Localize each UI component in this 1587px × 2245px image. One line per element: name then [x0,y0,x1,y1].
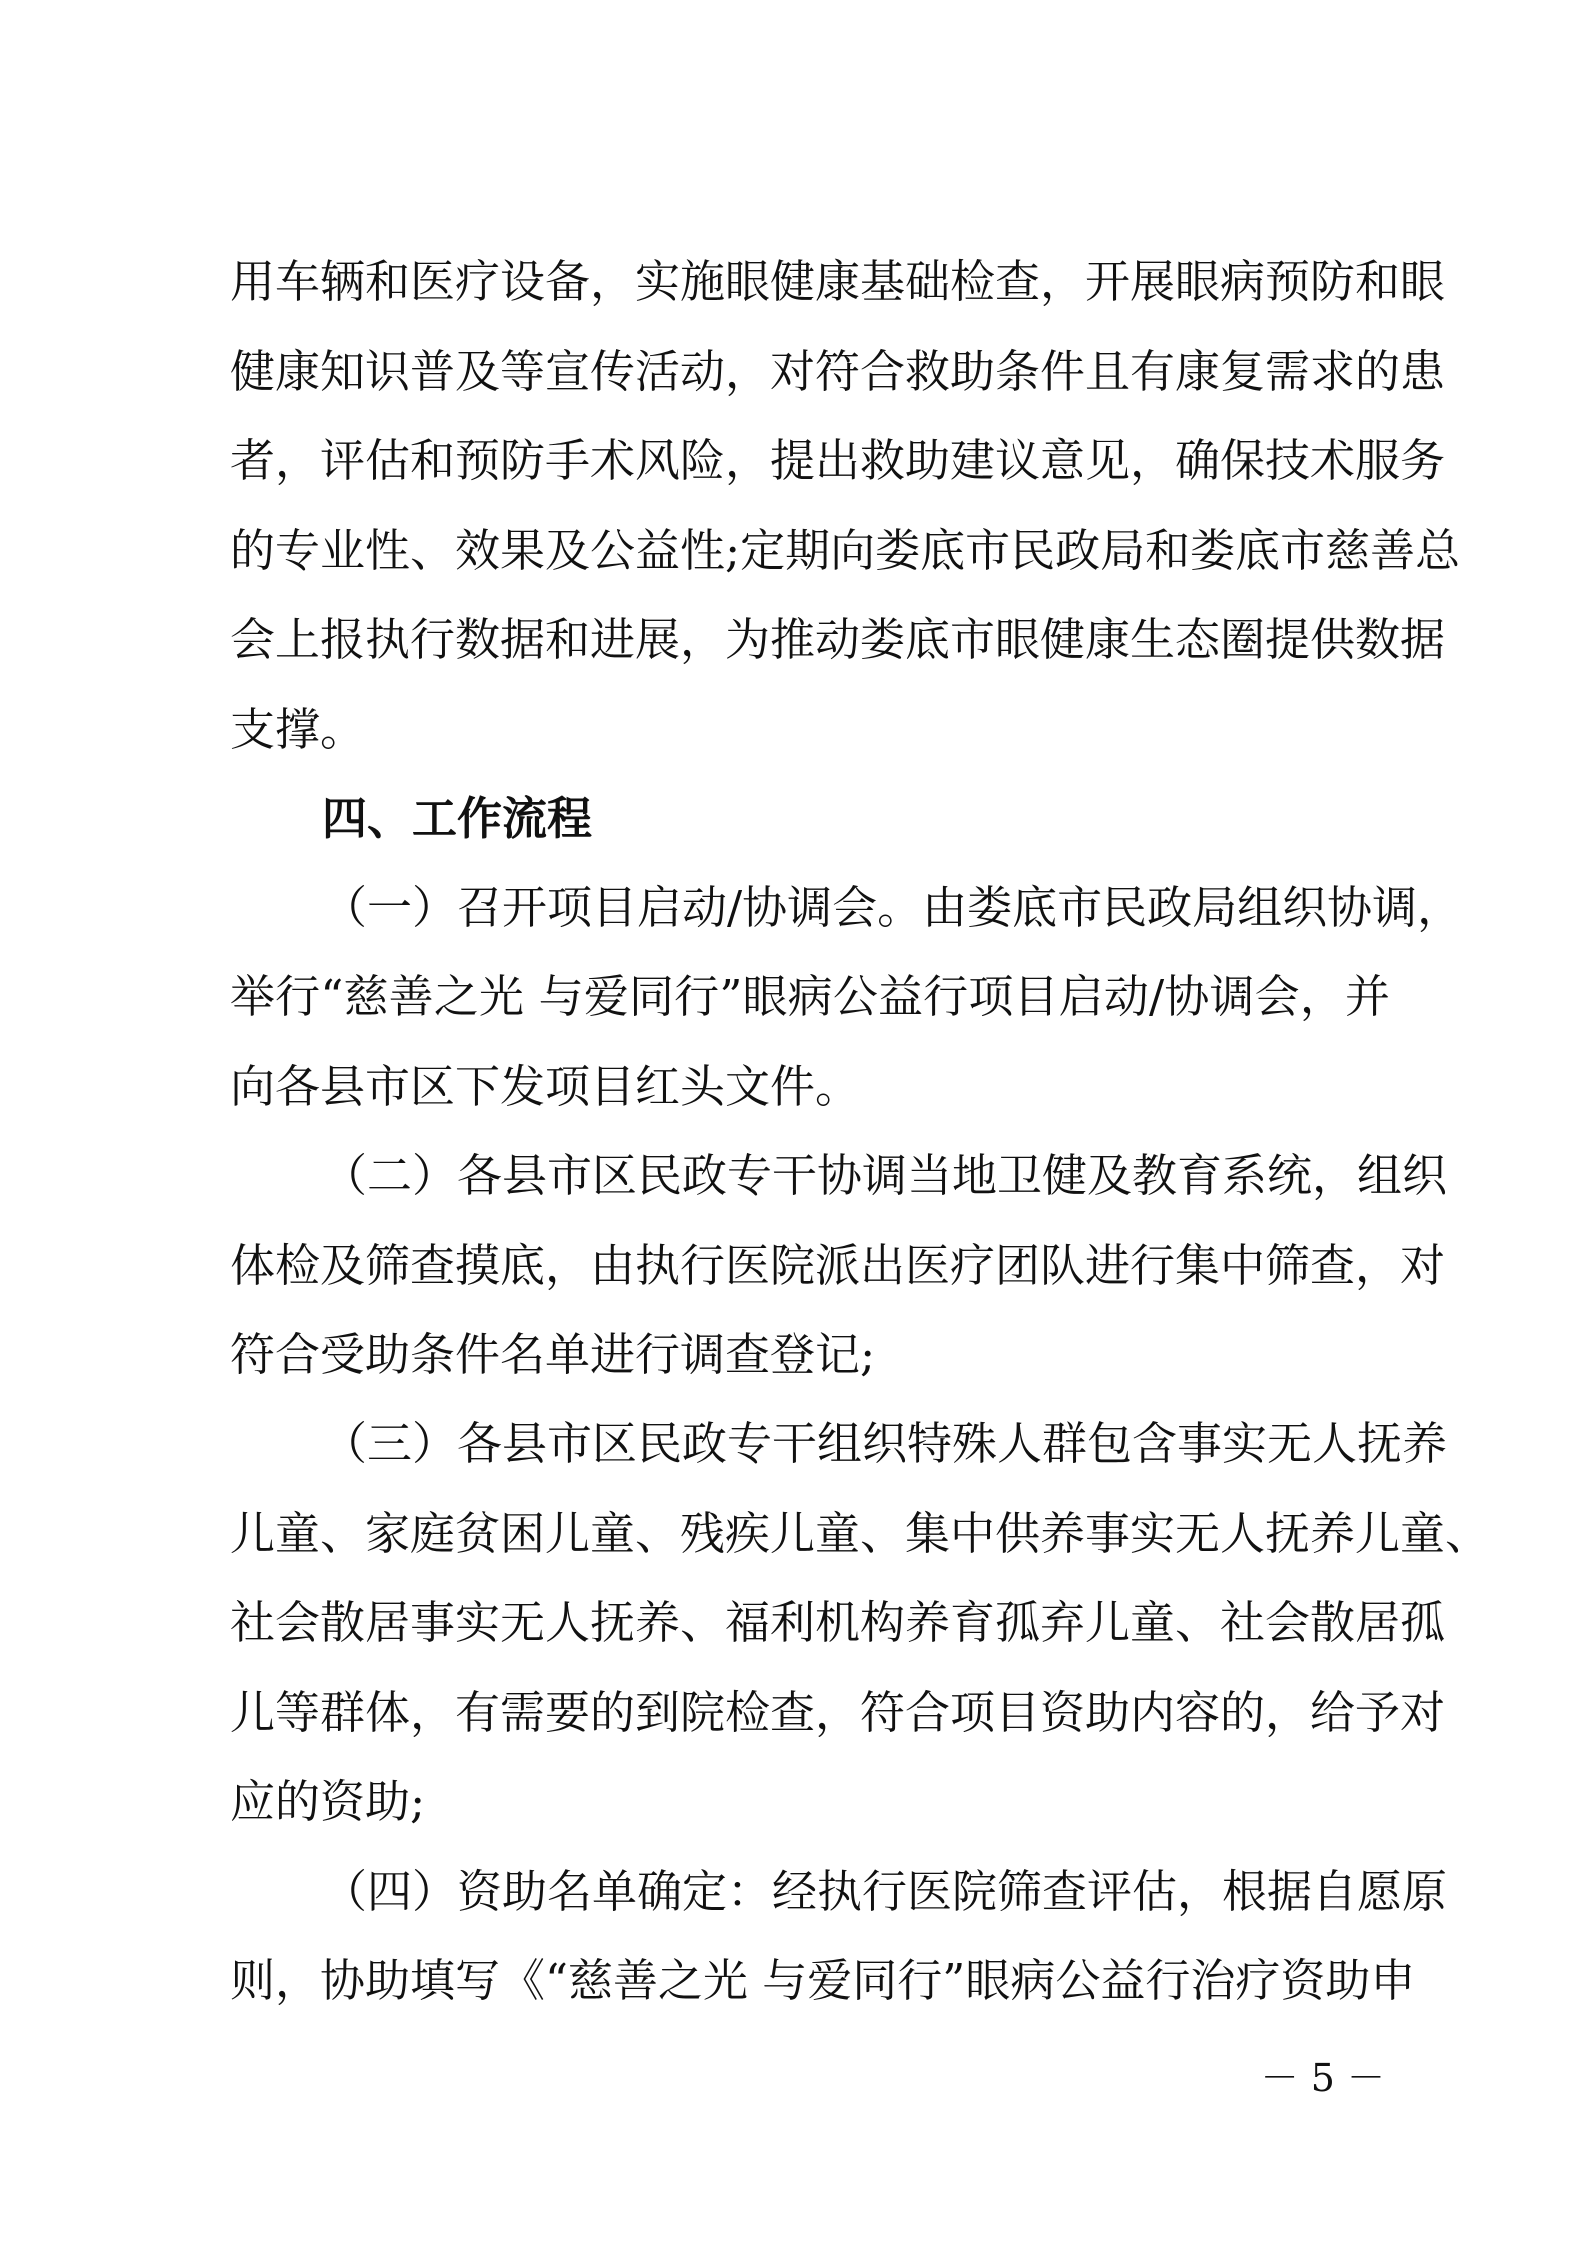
body-text-line: 儿童、家庭贫困儿童、残疾儿童、集中供养事实无人抚养儿童、 [230,1507,1491,1560]
paragraph-first-line: （一）召开项目启动/协调会。由娄底市民政局组织协调， [322,881,1463,934]
body-text-line: 儿等群体，有需要的到院检查，符合项目资助内容的，给予对 [230,1686,1446,1739]
paragraph-first-line: （三）各县市区民政专干组织特殊人群包含事实无人抚养 [322,1417,1448,1470]
body-text-line: 举行“慈善之光 与爱同行”眼病公益行项目启动/协调会，并 [230,970,1390,1023]
body-text-line: 会上报执行数据和进展，为推动娄底市眼健康生态圈提供数据 [230,613,1446,666]
body-text-line: 向各县市区下发项目红头文件。 [230,1060,861,1113]
body-text-line: 应的资助; [230,1775,426,1828]
body-text-line: 者，评估和预防手术风险，提出救助建议意见，确保技术服务 [230,434,1446,487]
page-number: － 5 － [1260,2056,1385,2100]
body-text-line: 支撑。 [230,703,366,756]
body-text-line: 符合受助条件名单进行调查登记; [230,1328,876,1381]
paragraph-first-line: （四）资助名单确定：经执行医院筛查评估，根据自愿原 [322,1865,1448,1918]
section-heading: 四、工作流程 [322,792,593,845]
body-text-line: 则，协助填写《“慈善之光 与爱同行”眼病公益行治疗资助申 [230,1954,1416,2007]
body-text-line: 用车辆和医疗设备，实施眼健康基础检查，开展眼病预防和眼 [230,255,1446,308]
paragraph-first-line: （二）各县市区民政专干协调当地卫健及教育系统，组织 [322,1149,1448,1202]
body-text-line: 体检及筛查摸底，由执行医院派出医疗团队进行集中筛查，对 [230,1239,1446,1292]
body-text-line: 社会散居事实无人抚养、福利机构养育孤弃儿童、社会散居孤 [230,1596,1446,1649]
body-text-line: 的专业性、效果及公益性;定期向娄底市民政局和娄底市慈善总 [230,524,1461,577]
body-text-line: 健康知识普及等宣传活动，对符合救助条件且有康复需求的患 [230,345,1446,398]
